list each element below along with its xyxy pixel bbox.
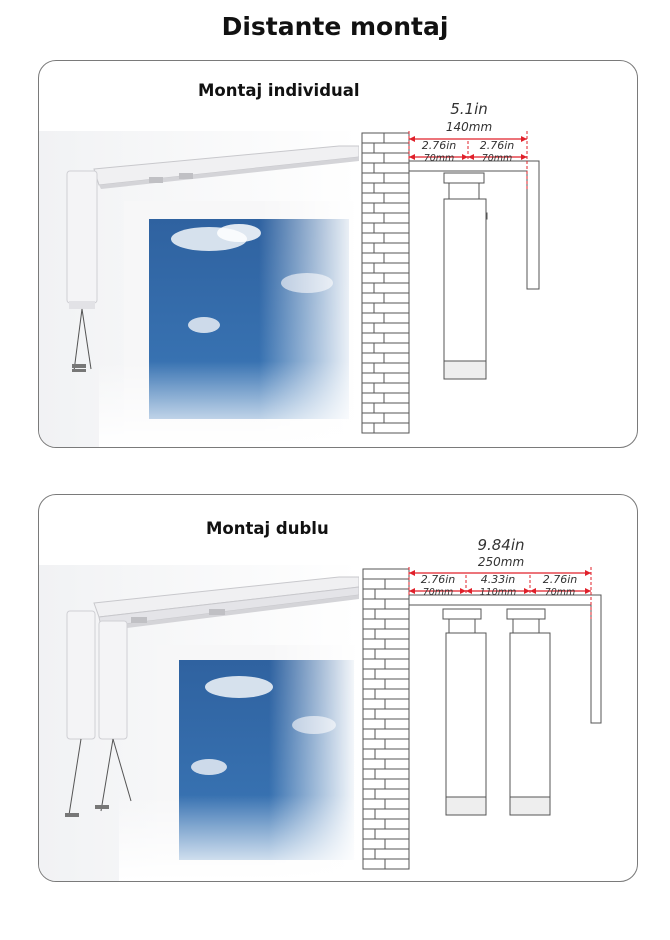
window-photo <box>39 131 389 447</box>
panel-title-double: Montaj dublu <box>206 519 329 538</box>
double-seg3-in: 2.76in <box>542 573 578 586</box>
single-total-in: 5.1in <box>450 100 488 118</box>
window-photo-double <box>39 565 389 881</box>
double-seg1-in: 2.76in <box>420 573 456 586</box>
double-dimensions <box>409 536 591 619</box>
panel-double-mount <box>38 494 638 882</box>
mount-bracket <box>409 161 539 379</box>
double-total-in: 9.84in <box>477 536 525 554</box>
single-seg1-in: 2.76in <box>421 139 457 152</box>
panel-title-single: Montaj individual <box>198 81 360 100</box>
double-mount-bracket <box>409 595 601 815</box>
double-seg2-mm: 110mm <box>479 587 517 598</box>
single-seg2-mm: 70mm <box>481 153 513 164</box>
double-mount-illustration <box>39 495 637 881</box>
double-seg3-mm: 70mm <box>544 587 576 598</box>
single-total-mm: 140mm <box>445 120 493 134</box>
double-seg2-in: 4.33in <box>480 573 516 586</box>
single-seg1-mm: 70mm <box>423 153 455 164</box>
single-mount-illustration <box>39 61 637 447</box>
double-total-mm: 250mm <box>477 555 525 569</box>
single-seg2-in: 2.76in <box>479 139 515 152</box>
double-seg1-mm: 70mm <box>422 587 454 598</box>
page-title: Distante montaj <box>221 12 449 41</box>
panel-single-mount <box>38 60 638 448</box>
